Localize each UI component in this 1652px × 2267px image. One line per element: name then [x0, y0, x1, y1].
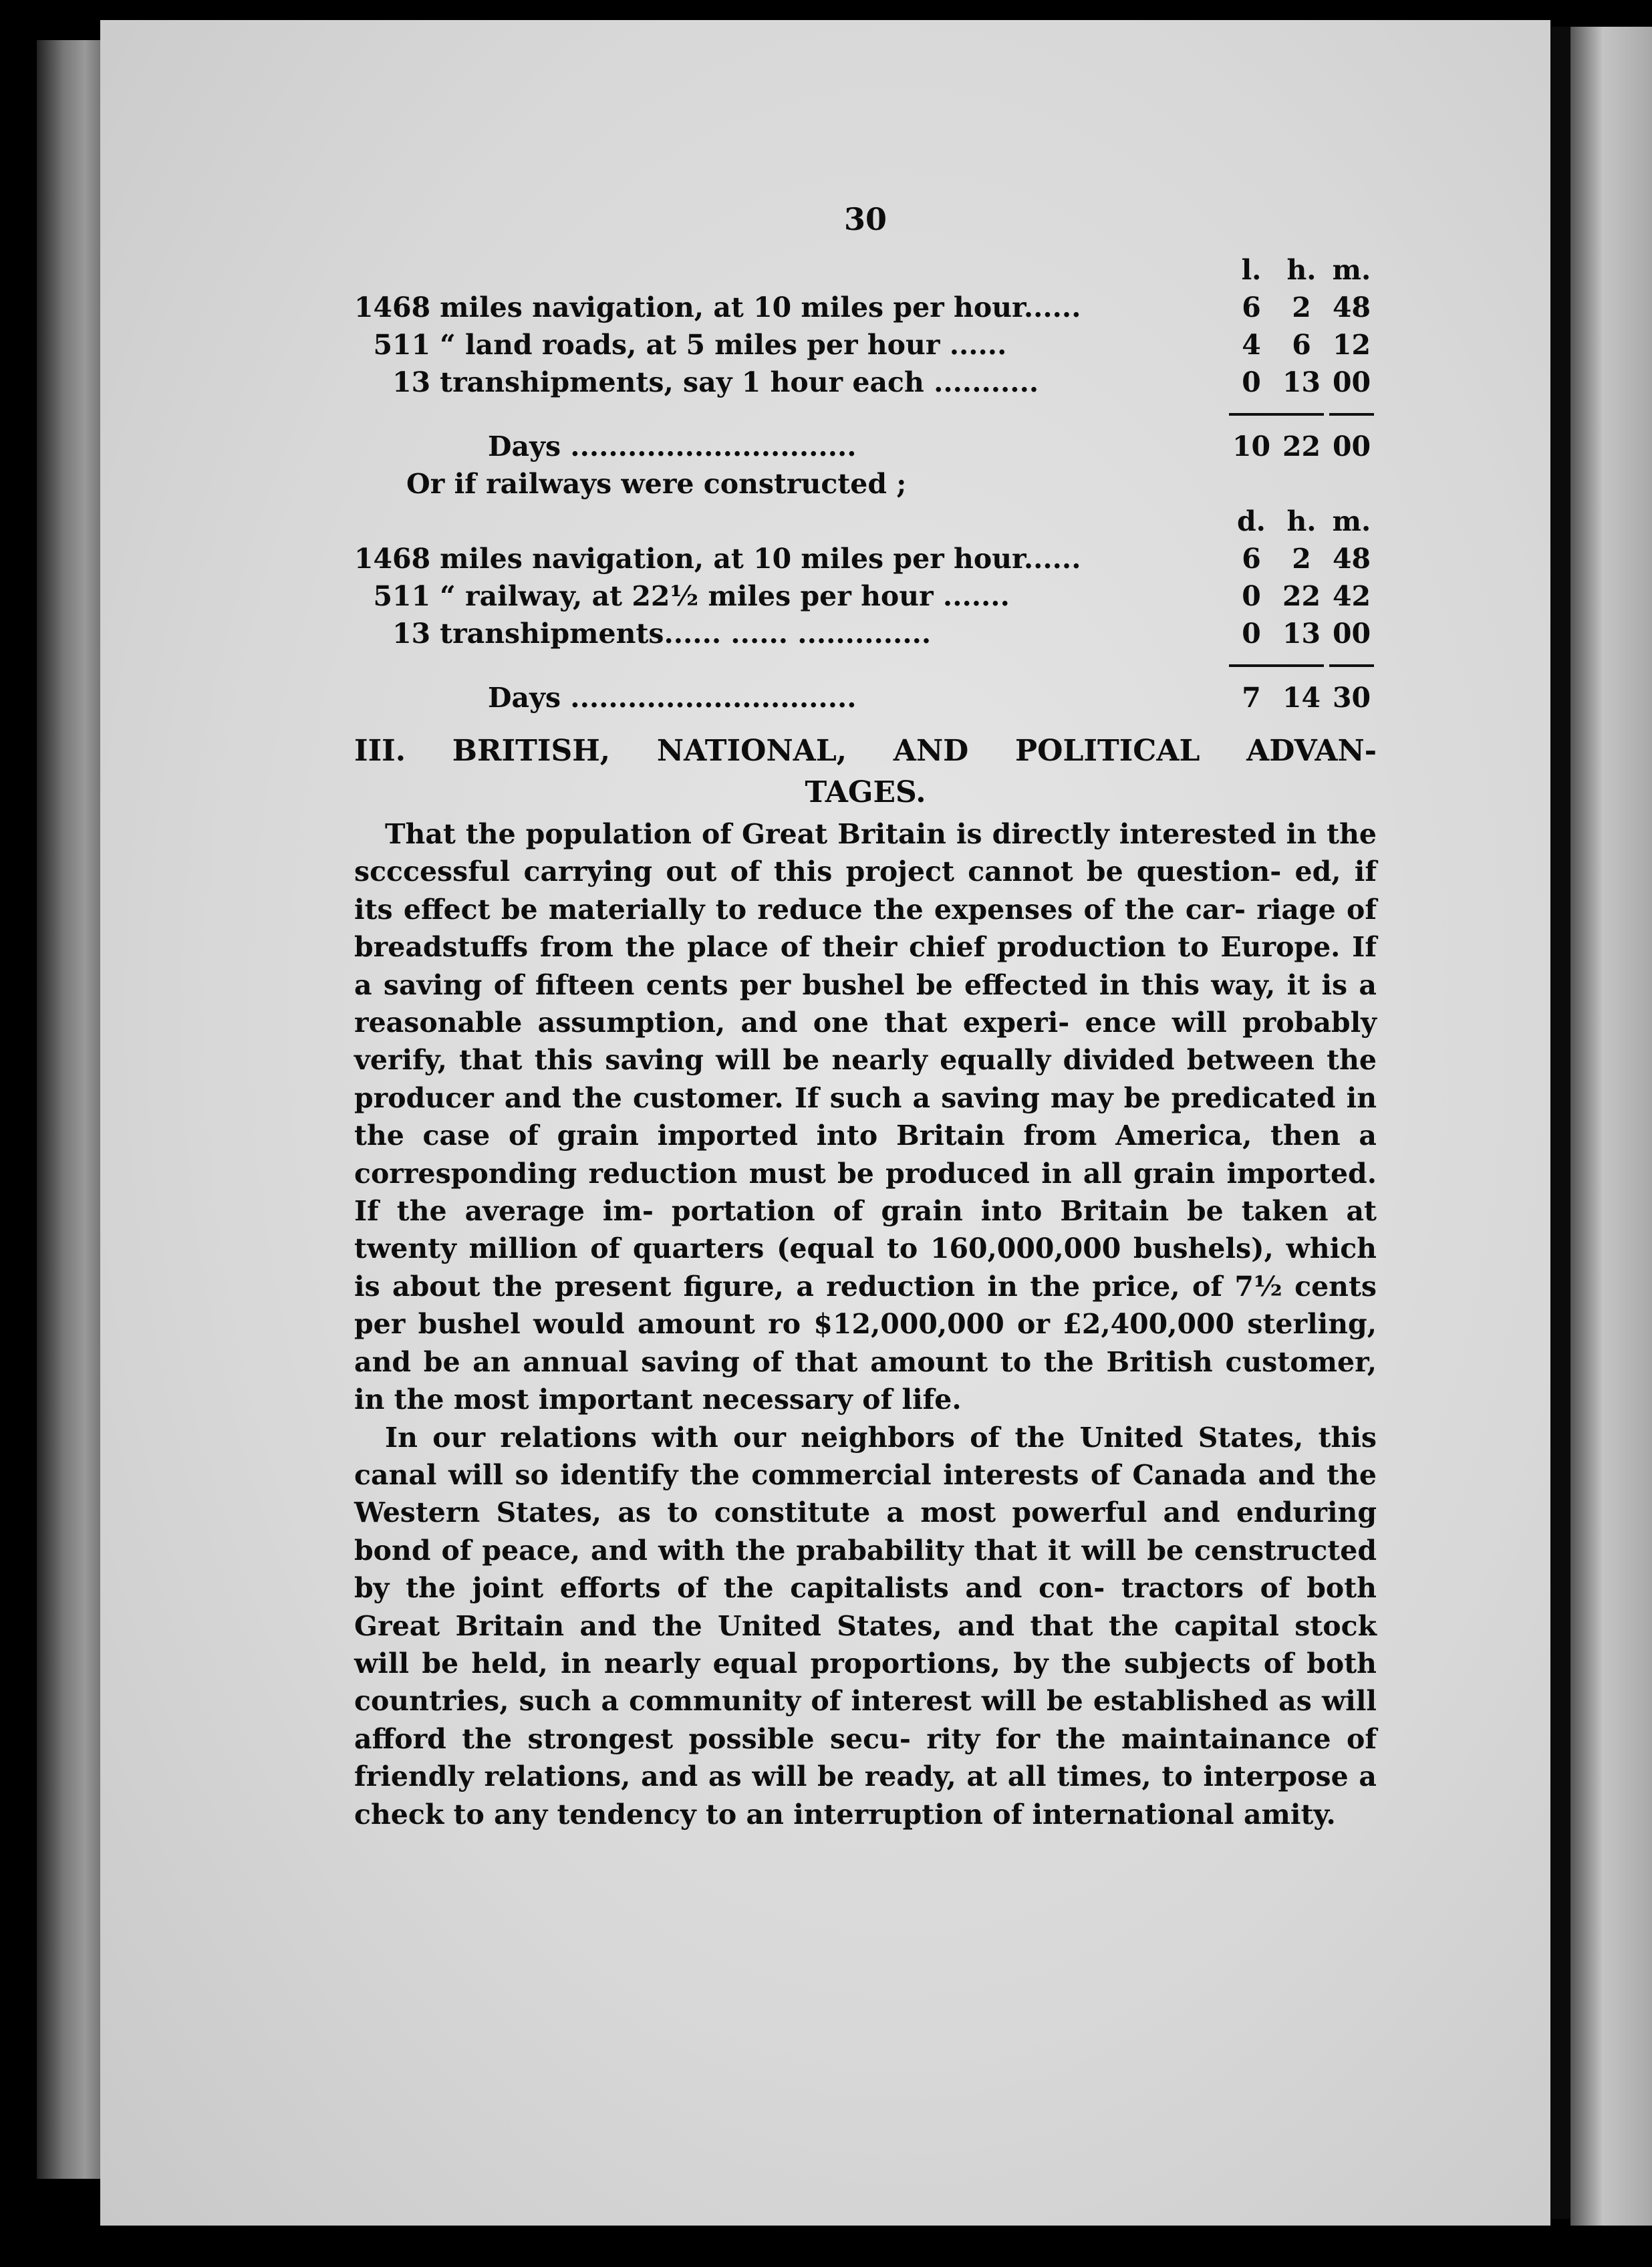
travel-time-table-navigation-roads [354, 251, 1377, 465]
row-description: miles navigation, at 10 miles per hour...... [440, 291, 1081, 323]
row-value: 13 [1282, 618, 1321, 650]
total-value: 00 [1332, 430, 1371, 462]
row-description: “ land roads, at 5 miles per hour ...... [440, 329, 1007, 361]
sum-rule [1329, 664, 1374, 667]
row-value: 42 [1332, 580, 1371, 612]
unit-label: m. [1332, 505, 1371, 537]
sum-rule-row [354, 401, 1377, 428]
total-row [354, 428, 1377, 465]
total-value: 10 [1232, 430, 1271, 462]
body-paragraph: That the population of Great Britain is directly interested in the scccessful carrying out of this project cannot be question- ed, if its effect be materially to reduce the expenses of the car- riage of breadstuffs from the place of their chief production to Europe. If a saving of fifteen cents per bushel be effected in this way, it is a reasonable assumption, and one that experi- ence will probably verify, that this saving will be nearly equally divided between the producer and the customer. If such a saving may be predicated in the case of grain imported into Britain from America, then a corresponding reduction must be produced in all grain imported. If the average im- portation of grain into Britain be taken at twenty million of quarters (equal to 160,000,000 bushels), which is about the present figure, a reduction in the price, of 7½ cents per bushel would amount ro $12,000,000 or £2,400,000 sterling, and be an annual saving of that amount to the British customer, in the most important necessary of life. [354, 818, 1377, 1416]
travel-time-table-navigation-railway [354, 503, 1377, 716]
adjacent-page-edge [1570, 27, 1652, 2226]
table-row [354, 540, 1377, 577]
total-value: 22 [1282, 430, 1321, 462]
sum-rule [1229, 664, 1324, 667]
row-number: 1468 [354, 291, 431, 323]
row-description: transhipments...... ...... .............. [440, 618, 932, 650]
row-number: 511 [373, 580, 431, 612]
row-number: 511 [373, 329, 431, 361]
total-row [354, 679, 1377, 716]
row-value: 0 [1242, 580, 1261, 612]
row-description: miles navigation, at 10 miles per hour...... [440, 543, 1081, 575]
unit-label: m. [1332, 254, 1371, 286]
table-row [354, 326, 1377, 364]
total-label: Days .............................. [488, 430, 857, 462]
table-row [354, 577, 1377, 615]
sum-rule [1329, 413, 1374, 416]
sum-rule [1229, 413, 1324, 416]
row-value: 4 [1242, 329, 1261, 361]
table-row [354, 615, 1377, 652]
unit-label: h. [1286, 505, 1317, 537]
row-value: 6 [1242, 543, 1261, 575]
row-value: 48 [1332, 291, 1371, 323]
row-value: 2 [1292, 543, 1311, 575]
total-value: 30 [1332, 682, 1371, 714]
page-number: 30 [843, 201, 887, 237]
total-label: Days .............................. [488, 682, 857, 714]
row-value: 0 [1242, 618, 1261, 650]
row-value: 13 [1282, 366, 1321, 398]
row-value: 00 [1332, 618, 1371, 650]
page-content [354, 201, 1377, 1833]
total-value: 14 [1282, 682, 1321, 714]
table-unit-row [354, 251, 1377, 289]
row-description: transhipments, say 1 hour each ........... [440, 366, 1039, 398]
row-value: 48 [1332, 543, 1371, 575]
sum-rule-row [354, 652, 1377, 679]
section-heading-continuation: TAGES. [805, 775, 926, 809]
row-value: 00 [1332, 366, 1371, 398]
row-value: 2 [1292, 291, 1311, 323]
row-value: 6 [1292, 329, 1311, 361]
table-row [354, 289, 1377, 326]
row-value: 6 [1242, 291, 1261, 323]
row-description: “ railway, at 22½ miles per hour ....... [440, 580, 1010, 612]
unit-label: h. [1286, 254, 1317, 286]
section-heading: III. BRITISH, NATIONAL, AND POLITICAL ADVAN- [354, 734, 1377, 768]
railway-alternative-line: Or if railways were constructed ; [406, 468, 907, 500]
unit-label: l. [1241, 254, 1262, 286]
body-paragraph: In our relations with our neighbors of the United States, this canal will so identify the commercial interests of Canada and the Western States, as to constitute a most powerful and enduring bond of peace, and with the prabability that it will be censtructed by the joint efforts of the capitalists and con- tractors of both Great Britain and the United States, and that the capital stock will be held, in nearly equal proportions, by the subjects of both countries, such a community of interest will be established as will afford the strongest possible secu- rity for the maintainance of friendly relations, and as will be ready, at all times, to interpose a check to any tendency to an interruption of international amity. [354, 1421, 1377, 1831]
page-gutter [1550, 27, 1570, 2219]
unit-label: d. [1237, 505, 1266, 537]
row-value: 12 [1332, 329, 1371, 361]
table-unit-row [354, 503, 1377, 540]
row-value: 0 [1242, 366, 1261, 398]
row-number: 1468 [354, 543, 431, 575]
table-row [354, 364, 1377, 401]
total-value: 7 [1242, 682, 1261, 714]
row-value: 22 [1282, 580, 1321, 612]
row-number: 13 [392, 366, 431, 398]
row-number: 13 [392, 618, 431, 650]
